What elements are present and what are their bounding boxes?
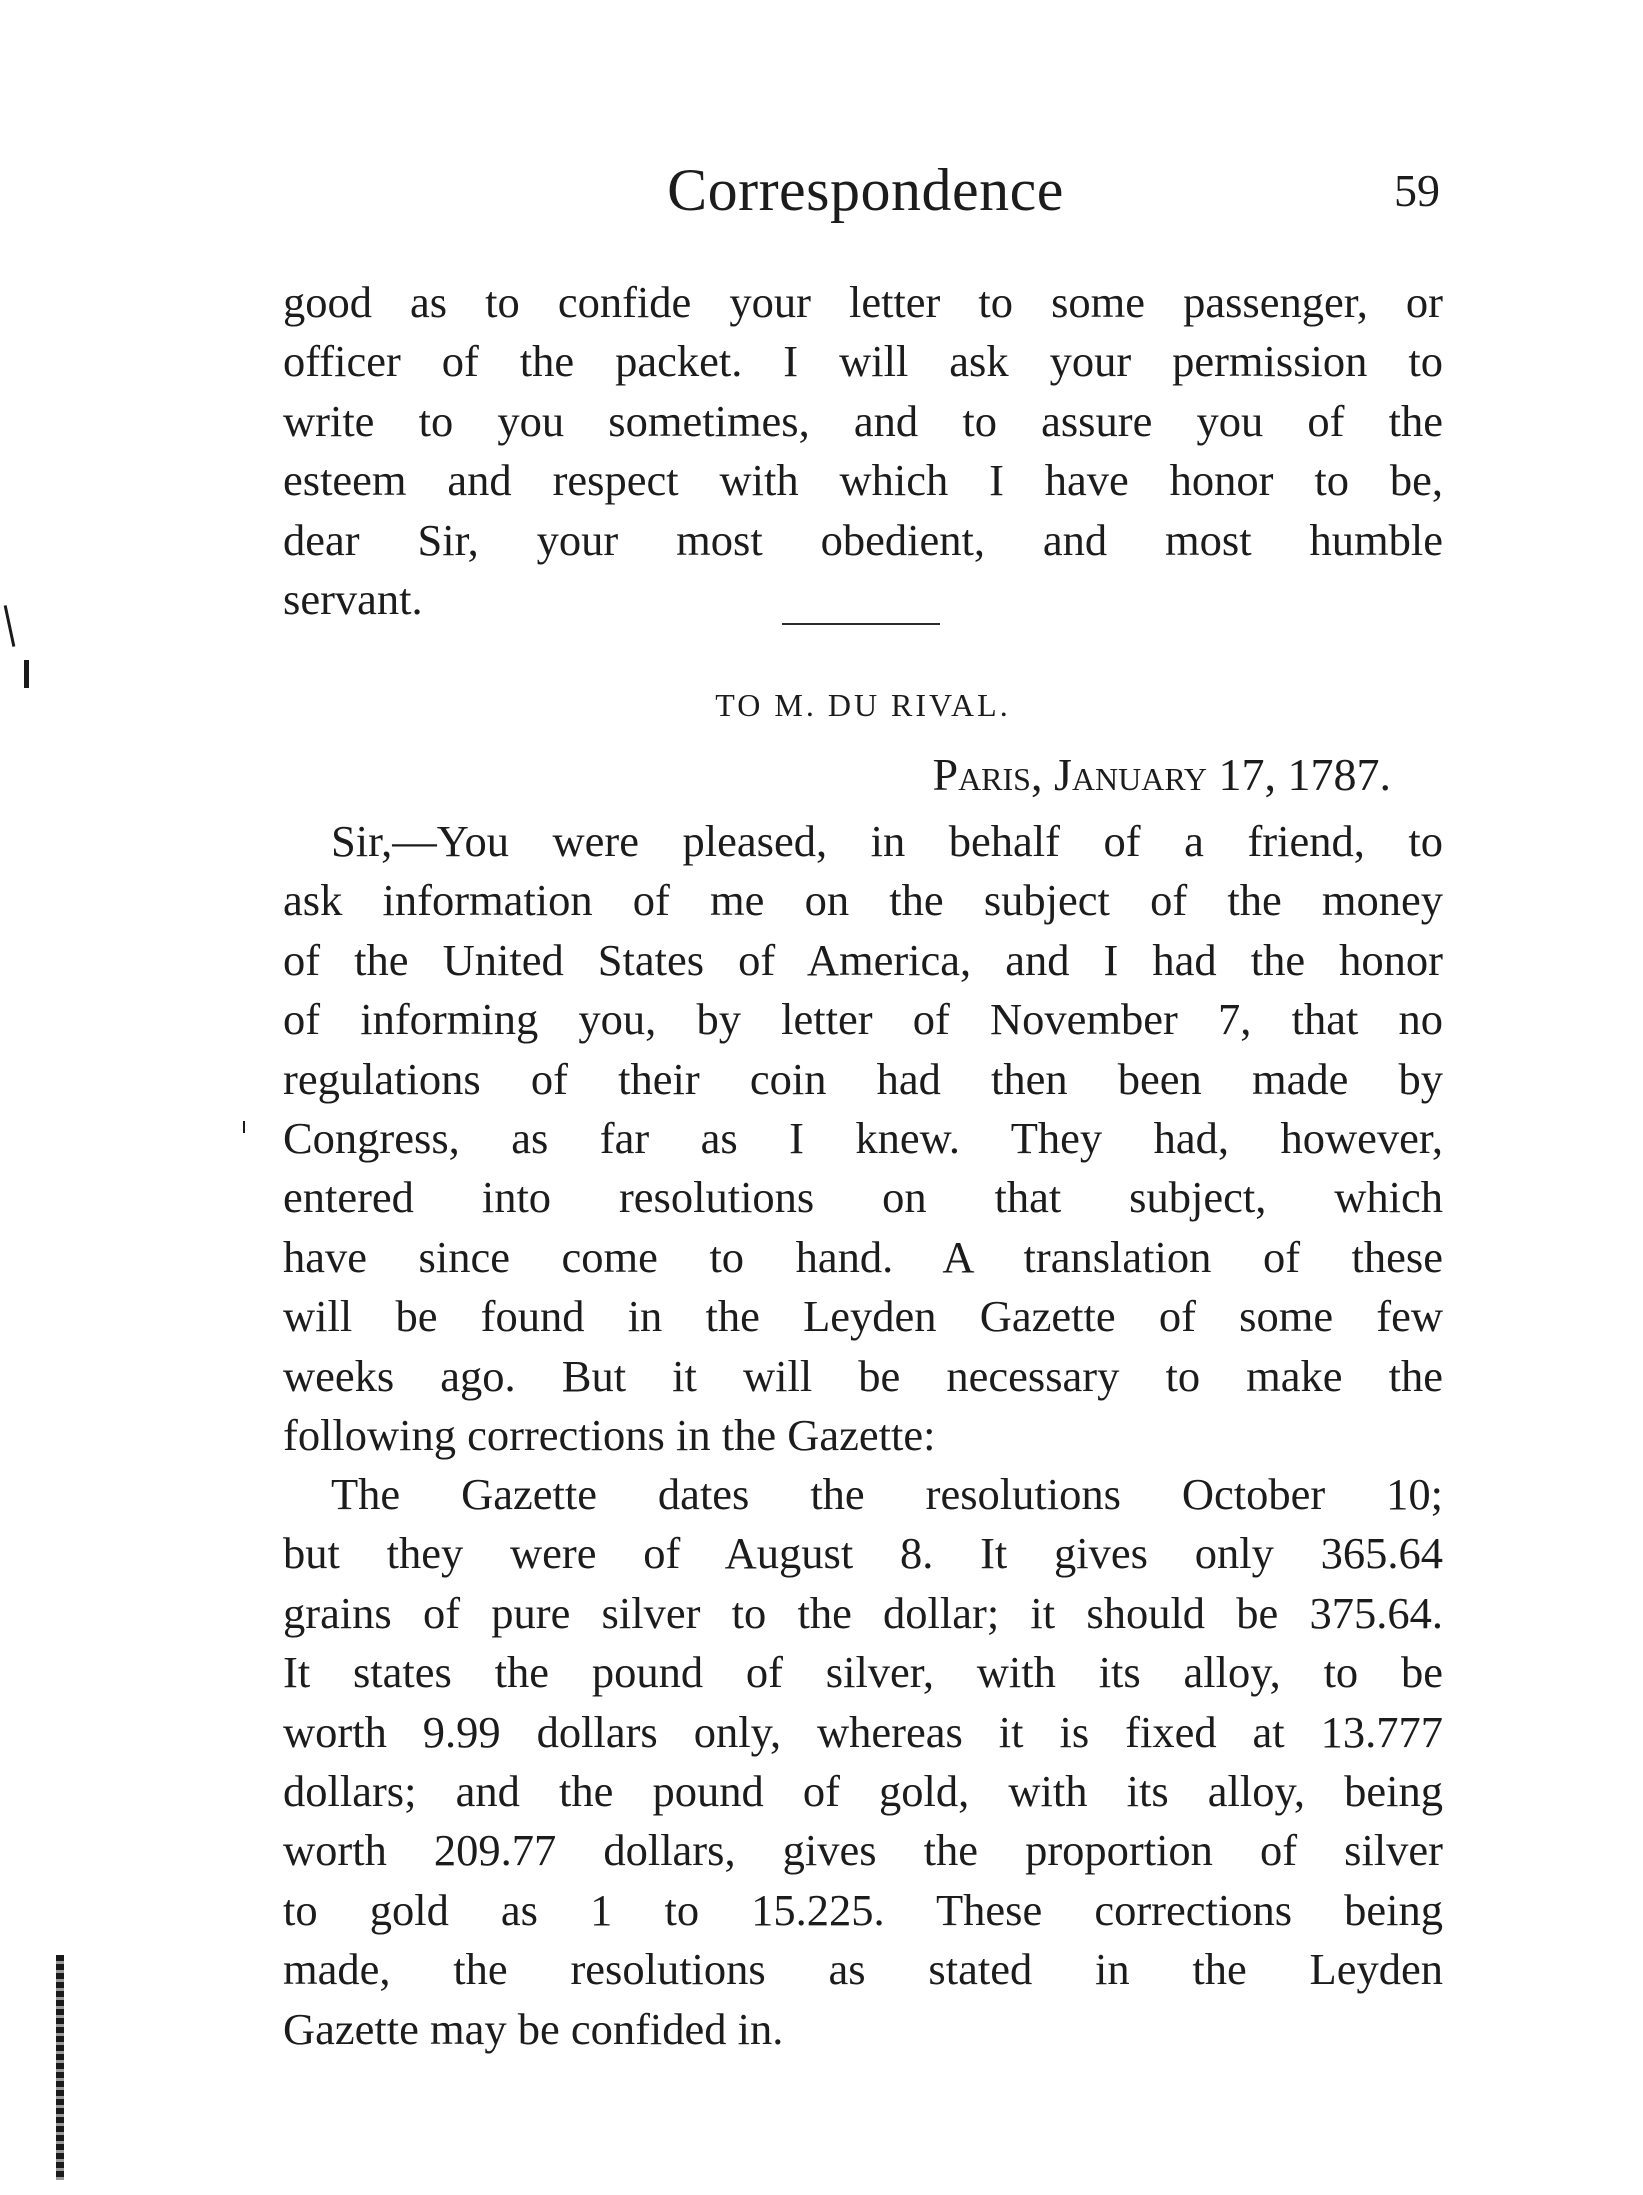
text-line: The Gazette dates the resolutions October 10; <box>331 1469 1443 1519</box>
letter-paragraph-1 <box>283 812 1443 1465</box>
text-line: good as to confide your letter to some passenger, or <box>283 277 1443 327</box>
running-head <box>283 150 1448 230</box>
text-line: of informing you, by letter of November 7, that no <box>283 994 1443 1045</box>
text-line: grains of pure silver to the dollar; it should be 375.64. <box>283 1587 1443 1638</box>
text-line: made, the resolutions as stated in the Leyden <box>283 1944 1443 1995</box>
text-line: have since come to hand. A translation of these <box>283 1231 1443 1282</box>
text-line: dollars; and the pound of gold, with its alloy, being <box>283 1766 1443 1817</box>
text-line: of the United States of America, and I had the honor <box>283 934 1443 985</box>
text-line: Congress, as far as I knew. They had, however, <box>283 1113 1443 1164</box>
letter-dateline: Paris, January 17, 1787. <box>932 749 1391 800</box>
scan-artifact-mark <box>4 605 16 647</box>
text-line: worth 9.99 dollars only, whereas it is fixed at 13.777 <box>283 1706 1443 1757</box>
scan-artifact-binding-strip <box>56 1955 64 2180</box>
section-divider <box>782 623 940 625</box>
scan-artifact-mark <box>243 1121 245 1133</box>
text-line: Sir,—You were pleased, in behalf of a friend, to <box>331 816 1443 866</box>
text-line: write to you sometimes, and to assure you of the <box>283 395 1443 446</box>
text-line: but they were of August 8. It gives only 365.64 <box>283 1528 1443 1579</box>
scan-artifact-mark <box>24 660 29 688</box>
letter-heading: TO M. DU RIVAL. <box>715 687 1011 723</box>
text-line: ask information of me on the subject of the money <box>283 875 1443 926</box>
text-line: entered into resolutions on that subject, which <box>283 1172 1443 1223</box>
text-line: following corrections in the Gazette: <box>283 1410 936 1461</box>
running-title: Correspondence <box>667 157 1064 223</box>
letter-paragraph-2 <box>283 1465 1443 2059</box>
text-line: to gold as 1 to 15.225. These corrections being <box>283 1884 1443 1935</box>
text-line: servant. <box>283 574 423 625</box>
text-line: will be found in the Leyden Gazette of some few <box>283 1291 1443 1342</box>
text-line: regulations of their coin had then been made by <box>283 1053 1443 1104</box>
page-number: 59 <box>1394 165 1440 216</box>
text-line: esteem and respect with which I have honor to be, <box>283 455 1443 506</box>
text-line: dear Sir, your most obedient, and most humble <box>283 514 1443 565</box>
text-line: weeks ago. But it will be necessary to make the <box>283 1350 1443 1401</box>
text-line: officer of the packet. I will ask your permission to <box>283 336 1443 387</box>
text-line: It states the pound of silver, with its alloy, to be <box>283 1647 1443 1698</box>
text-line: worth 209.77 dollars, gives the proportion of silver <box>283 1825 1443 1876</box>
closing-paragraph <box>283 273 1443 629</box>
text-line: Gazette may be confided in. <box>283 2003 784 2054</box>
